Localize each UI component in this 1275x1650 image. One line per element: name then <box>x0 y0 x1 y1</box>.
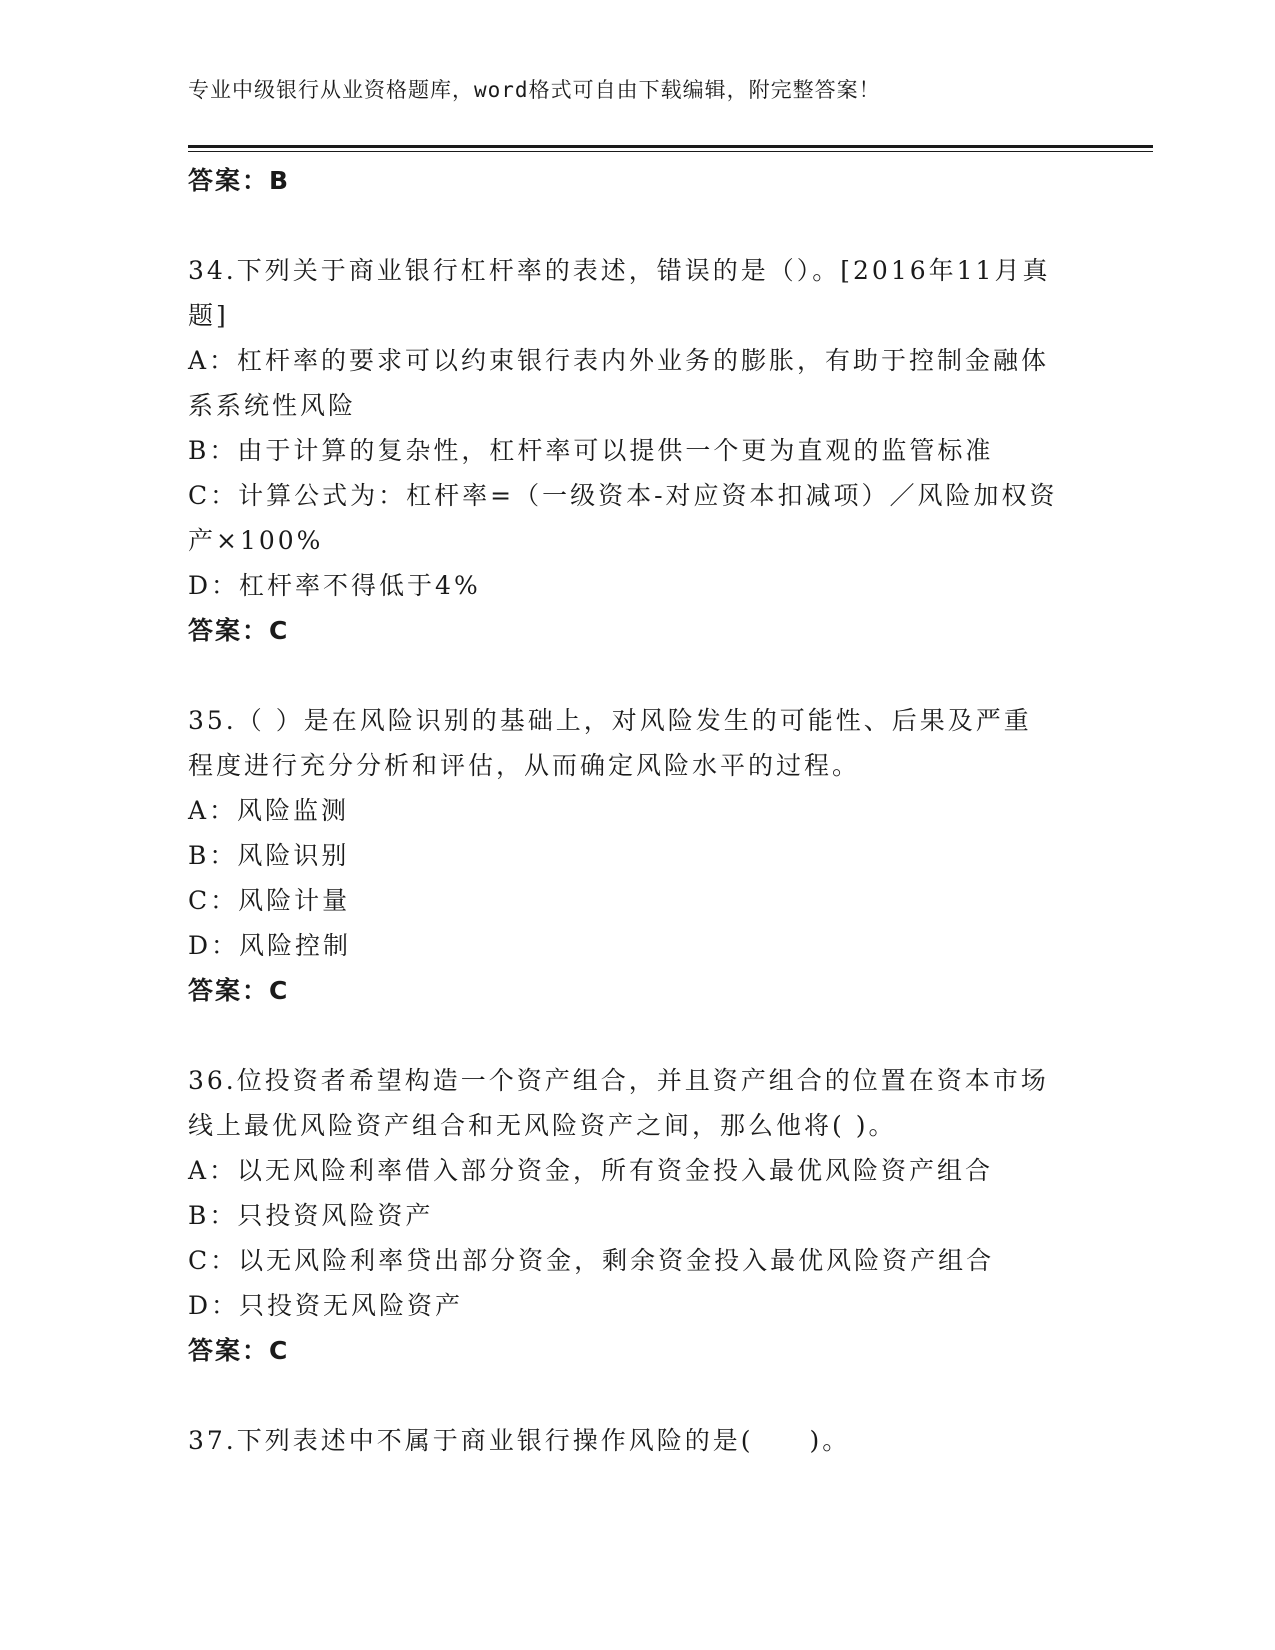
option-a: A：杠杆率的要求可以约束银行表内外业务的膨胀，有助于控制金融体 <box>188 346 1050 375</box>
question-stem: 程度进行充分分析和评估，从而确定风险水平的过程。 <box>188 751 861 780</box>
question-stem: 线上最优风险资产组合和无风险资产之间，那么他将( )。 <box>188 1111 897 1140</box>
spacer <box>188 1013 1088 1058</box>
question-block <box>188 1418 1088 1463</box>
option-c: C：以无风险利率贷出部分资金，剩余资金投入最优风险资产组合 <box>188 1246 995 1275</box>
option-b: B：只投资风险资产 <box>188 1201 434 1230</box>
question-stem: 题] <box>188 301 229 330</box>
option-c: C：计算公式为：杠杆率=（一级资本-对应资本扣减项）／风险加权资 <box>188 481 1058 510</box>
option-c: C：风险计量 <box>188 886 351 915</box>
header-rule-thick <box>188 145 1153 148</box>
question-stem: 37.下列表述中不属于商业银行操作风险的是( )。 <box>188 1426 851 1455</box>
answer: 答案：C <box>188 1336 290 1365</box>
option-a: 系系统性风险 <box>188 391 357 420</box>
question-block <box>188 1058 1088 1373</box>
header-rule-thin <box>188 151 1153 152</box>
option-d: D：风险控制 <box>188 931 352 960</box>
option-d: D：杠杆率不得低于4% <box>188 571 481 600</box>
answer: 答案：C <box>188 976 290 1005</box>
option-a: A：以无风险利率借入部分资金，所有资金投入最优风险资产组合 <box>188 1156 994 1185</box>
question-block <box>188 698 1088 1013</box>
answer: 答案：C <box>188 616 290 645</box>
option-b: B：由于计算的复杂性，杠杆率可以提供一个更为直观的监管标准 <box>188 436 994 465</box>
option-b: B：风险识别 <box>188 841 350 870</box>
spacer <box>188 203 1088 248</box>
spacer <box>188 653 1088 698</box>
question-stem: 35.（ ）是在风险识别的基础上，对风险发生的可能性、后果及严重 <box>188 706 1032 735</box>
question-block <box>188 248 1088 653</box>
question-stem: 34.下列关于商业银行杠杆率的表述，错误的是（）。[2016年11月真 <box>188 256 1051 285</box>
previous-answer: 答案：B <box>188 166 291 195</box>
question-stem: 36.位投资者希望构造一个资产组合，并且资产组合的位置在资本市场 <box>188 1066 1049 1095</box>
option-c: 产×100% <box>188 526 324 555</box>
page-header: 专业中级银行从业资格题库，word格式可自由下载编辑，附完整答案！ <box>188 78 881 102</box>
option-d: D：只投资无风险资产 <box>188 1291 464 1320</box>
option-a: A：风险监测 <box>188 796 350 825</box>
question-list <box>188 158 1088 1463</box>
spacer <box>188 1373 1088 1418</box>
